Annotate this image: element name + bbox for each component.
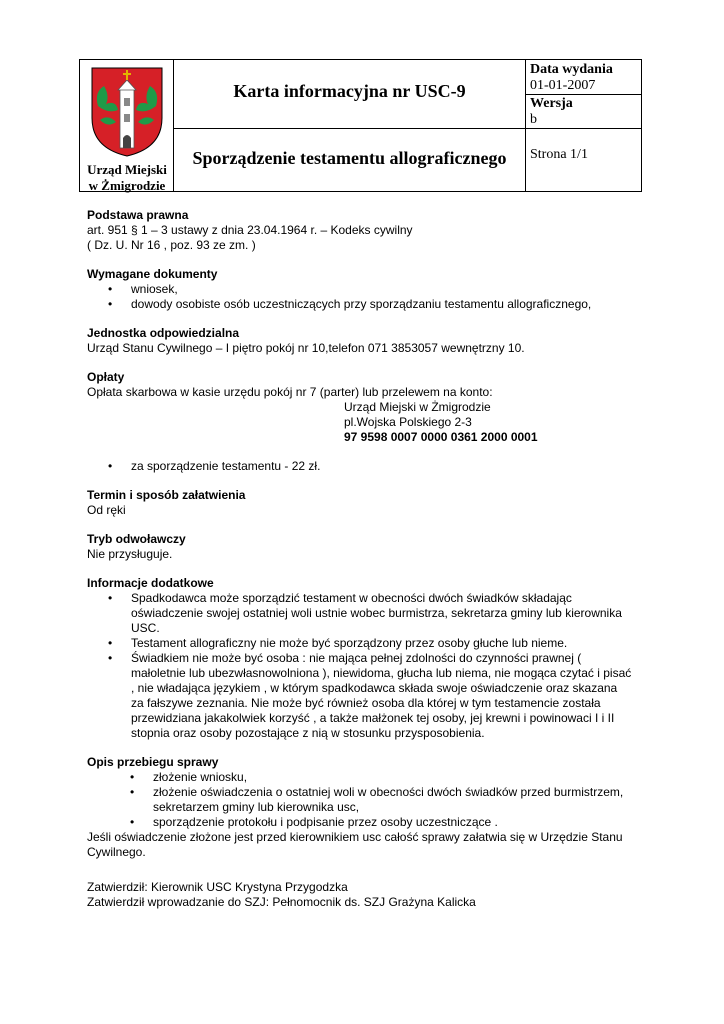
list-item: • za sporządzenie testamentu - 22 zł. — [131, 459, 647, 474]
account-address: pl.Wojska Polskiego 2-3 — [344, 415, 472, 429]
section-heading: Wymagane dokumenty — [87, 267, 218, 281]
list-item: • Testament allograficzny nie może być sporządzony przez osoby głuche lub nieme. — [131, 636, 647, 651]
section-responsible-unit — [87, 326, 647, 356]
approvals — [87, 880, 647, 910]
account-number: 97 9598 0007 0000 0361 2000 0001 — [344, 430, 538, 444]
section-heading: Jednostka odpowiedzialna — [87, 326, 240, 340]
fees-list — [87, 459, 647, 474]
version-value: b — [530, 112, 537, 127]
page-cell — [526, 129, 641, 191]
issue-date: 01-01-2007 — [530, 78, 596, 93]
list-item: • sporządzenie protokołu i podpisanie przez osoby uczestniczące . — [153, 815, 647, 830]
card-subtitle: Sporządzenie testamentu allograficznego — [192, 148, 507, 168]
list-item: • Świadkiem nie może być osoba : nie mająca pełnej zdolności do czynności prawnej ( małoletnie lub ubezwłasnowolniona ), niewidoma, głucha lub niema, nie mogąca czytać i pisać , nie władająca językiem , w którym spadkodawca składa swoje oświadczenie oraz skazana za fałszywe zeznania. Nie może być również osoba dla której w tym testamencie została przewidziana jakakolwiek korzyść , a także małżonek tej osoby, jej krewni i powinowaci I i II stopnia oraz osoby pozostające z nią w stosunku przysposobienia. — [131, 651, 647, 741]
fees-text: Opłata skarbowa w kasie urzędu pokój nr 7 (parter) lub przelewem na konto: — [87, 385, 493, 399]
section-heading: Opis przebiegu sprawy — [87, 755, 219, 769]
list-item: • wniosek, — [131, 282, 647, 297]
section-deadline — [87, 488, 647, 518]
section-procedure — [87, 755, 647, 860]
issue-date-label: Data wydania — [530, 62, 613, 77]
issue-info-cell — [526, 60, 641, 129]
procedure-note: Jeśli oświadczenie złożone jest przed kierownikiem usc całość sprawy załatwia się w Urzędzie Stanu — [87, 830, 623, 844]
list-item: • dowody osobiste osób uczestniczących przy sporządzaniu testamentu allograficznego, — [131, 297, 647, 312]
list-item: • złożenie wniosku, — [153, 770, 647, 785]
section-fees — [87, 370, 647, 474]
coat-of-arms-icon — [90, 66, 164, 158]
deadline-text: Od ręki — [87, 503, 126, 517]
appeal-text: Nie przysługuje. — [87, 547, 173, 561]
legal-line: ( Dz. U. Nr 16 , poz. 93 ze zm. ) — [87, 238, 256, 252]
unit-text: Urząd Stanu Cywilnego – I piętro pokój nr 10,telefon 071 3853057 wewnętrzny 10. — [87, 341, 525, 355]
logo-cell — [80, 60, 174, 191]
document-body — [87, 208, 647, 910]
version-label: Wersja — [530, 96, 573, 111]
section-heading: Tryb odwoławczy — [87, 532, 186, 546]
section-appeal — [87, 532, 647, 562]
page-number: Strona 1/1 — [530, 147, 588, 162]
section-additional-info — [87, 576, 647, 741]
section-heading: Podstawa prawna — [87, 208, 189, 222]
divider — [526, 94, 641, 95]
card-title: Karta informacyjna nr USC-9 — [233, 81, 466, 101]
section-heading: Informacje dodatkowe — [87, 576, 214, 590]
section-heading: Termin i sposób załatwienia — [87, 488, 246, 502]
account-name: Urząd Miejski w Żmigrodzie — [344, 400, 491, 414]
section-heading: Opłaty — [87, 370, 125, 384]
approval-line: Zatwierdził wprowadzanie do SZJ: Pełnomocnik ds. SZJ Grażyna Kalicka — [87, 895, 476, 909]
approval-line: Zatwierdził: Kierownik USC Krystyna Przygodzka — [87, 880, 348, 894]
list-item: • złożenie oświadczenia o ostatniej woli w obecności dwóch świadków przed burmistrzem, sekretarzem gminy lub kierownika usc, — [153, 785, 647, 815]
office-name: Urząd Miejski w Żmigrodzie — [87, 162, 167, 193]
subtitle-cell — [174, 129, 526, 191]
procedure-list — [87, 770, 647, 830]
legal-line: art. 951 § 1 – 3 ustawy z dnia 23.04.1964 r. – Kodeks cywilny — [87, 223, 413, 237]
list-item: • Spadkodawca może sporządzić testament w obecności dwóch świadków składając oświadczenie swojej ostatniej woli ustnie wobec burmistrza, sekretarza gminy lub kierownika USC. — [131, 591, 647, 636]
procedure-note: Cywilnego. — [87, 845, 146, 859]
section-legal-basis — [87, 208, 647, 253]
documents-list — [87, 282, 647, 312]
additional-list — [87, 591, 647, 741]
title-cell — [174, 60, 526, 129]
section-required-documents — [87, 267, 647, 312]
header-table — [79, 59, 642, 192]
